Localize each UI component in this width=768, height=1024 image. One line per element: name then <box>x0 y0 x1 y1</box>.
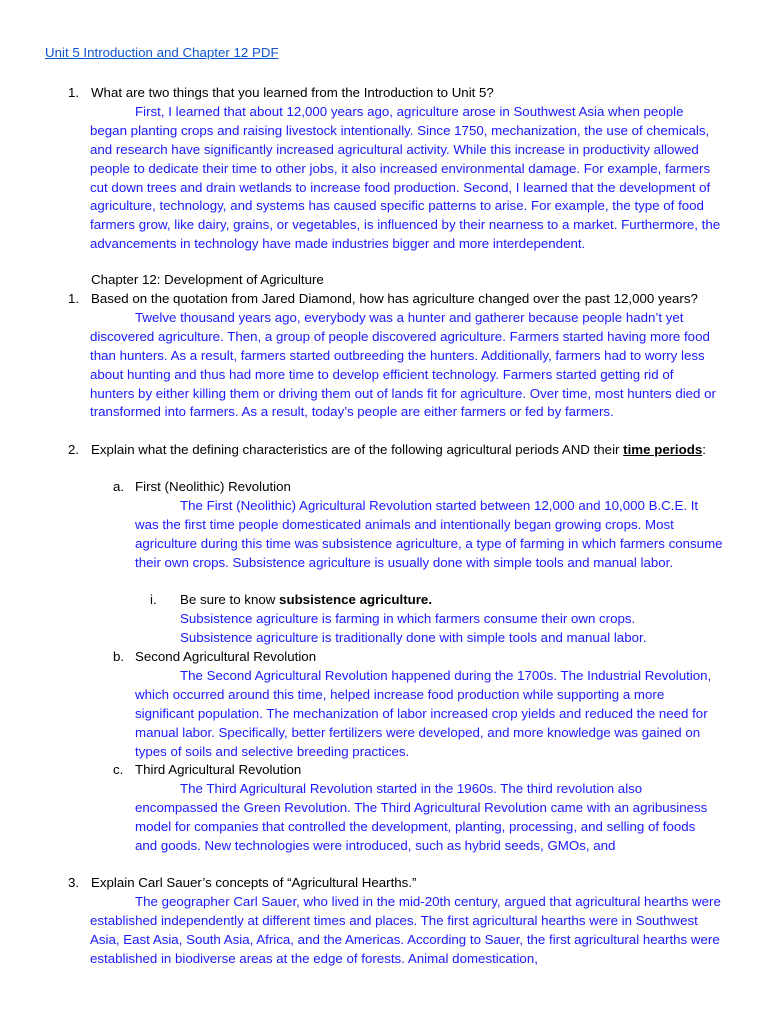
answer-text: The Second Agricultural Revolution happened during the 1700s. The Industrial Revolution, which occurred around this time, helped increase food production while supporting a more significant population. The mechanization of labor increased crop yields and reduced the need for manual labor. Specifically, better fertilizers were developed, and more knowledge was gained on types of soils and selective breeding practices. <box>135 667 712 759</box>
question-3 <box>68 874 728 969</box>
answer-text: The geographer Carl Sauer, who lived in the mid-20th century, argued that agricultural hearths were established independently at different times and places. The first agricultural hearths were in Southwest Asia, East Asia, South Asia, Africa, and the Americas. According to Sauer, the first agricultural hearths were established in biodiverse areas at the edge of forests. Animal domestication, <box>90 893 721 966</box>
answer-line: Subsistence agriculture is farming in which farmers consume their own crops. <box>180 610 636 626</box>
subitem-title: First (Neolithic) Revolution <box>135 479 291 494</box>
subitem-a-i <box>150 591 710 648</box>
question-1 <box>68 290 728 422</box>
question-text: Based on the quotation from Jared Diamond, how has agriculture changed over the past 12,000 years? <box>91 291 698 306</box>
chapter-heading: Chapter 12: Development of Agriculture <box>91 272 324 287</box>
subitem-title: Second Agricultural Revolution <box>135 649 317 664</box>
list-roman: i. <box>150 592 157 607</box>
answer-line: Subsistence agriculture is traditionally done with simple tools and manual labor. <box>180 629 647 645</box>
question-text-part: : <box>702 442 706 457</box>
question-text: What are two things that you learned from the Introduction to Unit 5? <box>91 85 494 100</box>
emphasis-text: time periods <box>623 442 703 457</box>
list-number: 1. <box>68 291 80 306</box>
list-number: 2. <box>68 442 80 457</box>
question-2 <box>68 441 728 460</box>
answer-text: Twelve thousand years ago, everybody was a hunter and gatherer because people hadn’t yet discovered agriculture. Then, a group of people discovered agriculture. Farmers started having more food than hunters. As a result, farmers started outbreeding the hunters. Additionally, farmers had to worry less about hunting and thus had more time to develop efficient technology. Farmers started getting rid of hunters by either killing them or driving them out of lands fit for agriculture. Over time, most hunters died or transformed into farmers. As a result, today’s people are either farmers or fed by farmers. <box>90 309 716 420</box>
list-letter: b. <box>113 649 125 664</box>
answer-text: First, I learned that about 12,000 years ago, agriculture arose in Southwest Asia when people began planting crops and raising livestock intentionally. Since 1750, mechanization, the use of chemicals, and research have significantly increased agricultural activity. While this increase in productivity allowed people to dedicate their time to other jobs, it also increased environmental damage. For example, farmers cut down trees and drain wetlands to increase food production. Second, I learned that the development of agriculture, technology, and systems has caused specific patterns to arise. For example, the type of food farmers grow, like dairy, grains, or vegetables, is influenced by their nearness to a market. Furthermore, the advancements in technology have made industries bigger and more interdependent. <box>90 103 721 252</box>
question-text <box>91 441 711 460</box>
subitem-title: Third Agricultural Revolution <box>135 762 302 777</box>
intro-question <box>68 84 723 254</box>
emphasis-text: subsistence agriculture. <box>279 592 433 607</box>
subitem-text-part: Be sure to know <box>180 592 280 607</box>
subitem-c <box>113 761 728 856</box>
list-letter: a. <box>113 479 125 494</box>
answer-text: The Third Agricultural Revolution started in the 1960s. The third revolution also encompassed the Green Revolution. The Third Agricultural Revolution came with an agribusiness model for companies that controlled the development, planting, processing, and selling of foods and goods. New technologies were introduced, such as hybrid seeds, GMOs, and <box>135 780 708 853</box>
list-number: 1. <box>68 85 80 100</box>
subitem-title <box>180 591 710 610</box>
answer-text: The First (Neolithic) Agricultural Revolution started between 12,000 and 10,000 B.C.E. It was the first time people domesticated animals and intentionally began growing crops. Most agriculture during this time was subsistence agriculture, a type of farming in which farmers consume their own crops. Subsistence agriculture is usually done with simple tools and manual labor. <box>135 497 723 570</box>
subitem-a <box>113 478 728 573</box>
list-number: 3. <box>68 875 80 890</box>
question-text: Explain Carl Sauer’s concepts of “Agricultural Hearths.” <box>91 875 417 890</box>
question-text-part: Explain what the defining characteristics are of the following agricultural periods AND their <box>91 442 624 457</box>
list-letter: c. <box>113 762 124 777</box>
subitem-b <box>113 648 728 761</box>
document-link[interactable]: Unit 5 Introduction and Chapter 12 PDF <box>45 45 279 60</box>
